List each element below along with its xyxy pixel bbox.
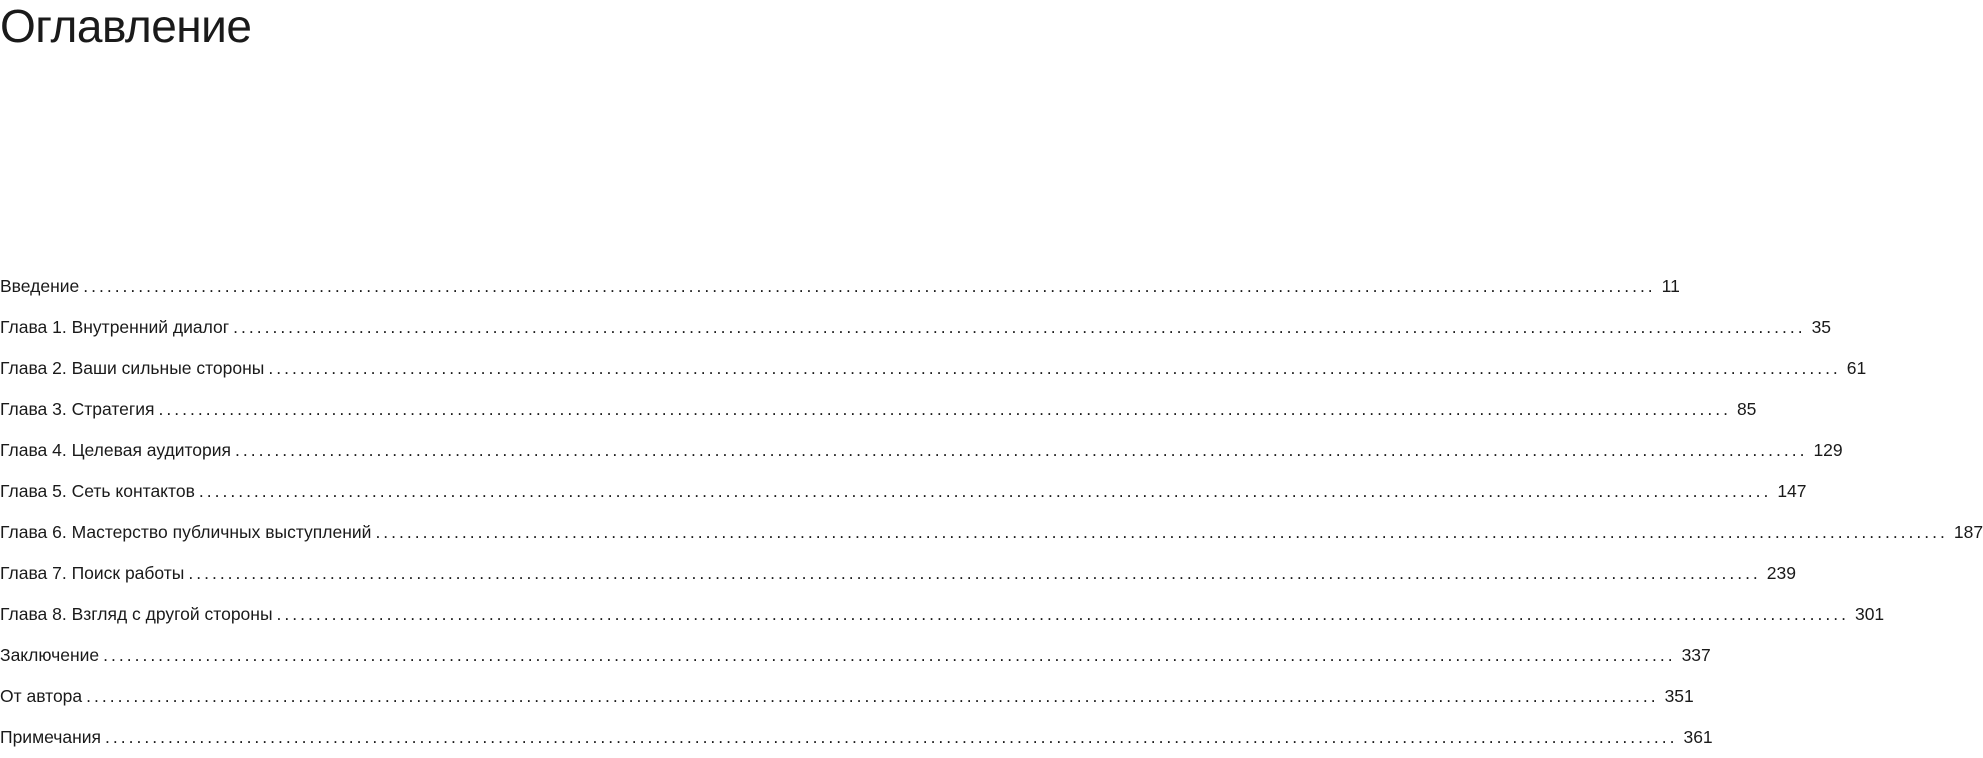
dot-leader: ........................................................................................................................................................................................................ — [268, 358, 1841, 378]
toc-entry — [0, 553, 1796, 594]
toc-entry-label: Примечания — [0, 727, 102, 747]
toc-page-number: 361 — [1683, 727, 1713, 747]
toc-entry-label: Заключение — [0, 645, 100, 665]
toc-page-number: 301 — [1854, 604, 1885, 624]
toc-entry — [0, 676, 1694, 717]
dot-leader: ........................................................................................................................................................................................................ — [86, 686, 1659, 706]
toc-page-number: 337 — [1681, 645, 1711, 665]
toc-page-number: 85 — [1736, 399, 1757, 419]
toc-entry-label: Глава 3. Стратегия — [0, 399, 155, 419]
toc-entry-label: Глава 7. Поиск работы — [0, 563, 185, 583]
toc-entry — [0, 348, 1867, 389]
dot-leader: ........................................................................................................................................................................................................ — [235, 440, 1808, 460]
toc-entry — [0, 430, 1843, 471]
toc-entry — [0, 594, 1885, 635]
toc-page-number: 11 — [1661, 276, 1680, 296]
toc-entry — [0, 717, 1713, 758]
toc-entry-label: Глава 6. Мастерство публичных выступлений — [0, 522, 372, 542]
toc-page-number: 187 — [1953, 522, 1983, 542]
dot-leader: ........................................................................................................................................................................................................ — [233, 317, 1806, 337]
toc-entry — [0, 307, 1832, 348]
toc-entry — [0, 635, 1711, 676]
toc-page-number: 239 — [1766, 563, 1796, 583]
dot-leader: ........................................................................................................................................................................................................ — [83, 276, 1656, 296]
dot-leader: ........................................................................................................................................................................................................ — [198, 481, 1772, 501]
dot-leader: ........................................................................................................................................................................................................ — [188, 563, 1761, 583]
toc-entry-label: Глава 8. Взгляд с другой стороны — [0, 604, 273, 624]
toc-page-number: 35 — [1811, 317, 1832, 337]
toc-entry — [0, 471, 1807, 512]
toc-entry — [0, 512, 1983, 553]
toc-entry — [0, 266, 1680, 307]
dot-leader: ........................................................................................................................................................................................................ — [375, 522, 1948, 542]
toc-page-number: 61 — [1846, 358, 1867, 378]
dot-leader: ........................................................................................................................................................................................................ — [103, 645, 1676, 665]
dot-leader: ........................................................................................................................................................................................................ — [105, 727, 1678, 747]
toc-entry-label: Глава 5. Сеть контактов — [0, 481, 195, 501]
toc-page-number: 147 — [1777, 481, 1807, 501]
toc-entry — [0, 389, 1757, 430]
dot-leader: ........................................................................................................................................................................................................ — [158, 399, 1731, 419]
toc-entry-label: От автора — [0, 686, 83, 706]
toc-page-number: 129 — [1813, 440, 1843, 460]
toc-entry-label: Глава 1. Внутренний диалог — [0, 317, 230, 337]
dot-leader: ........................................................................................................................................................................................................ — [276, 604, 1849, 624]
toc-page-number: 351 — [1664, 686, 1694, 706]
toc-entry-label: Введение — [0, 276, 80, 296]
toc-entry-label: Глава 4. Целевая аудитория — [0, 440, 232, 460]
table-of-contents — [0, 266, 1983, 758]
page-title: Оглавление — [0, 0, 252, 52]
toc-entry-label: Глава 2. Ваши сильные стороны — [0, 358, 265, 378]
